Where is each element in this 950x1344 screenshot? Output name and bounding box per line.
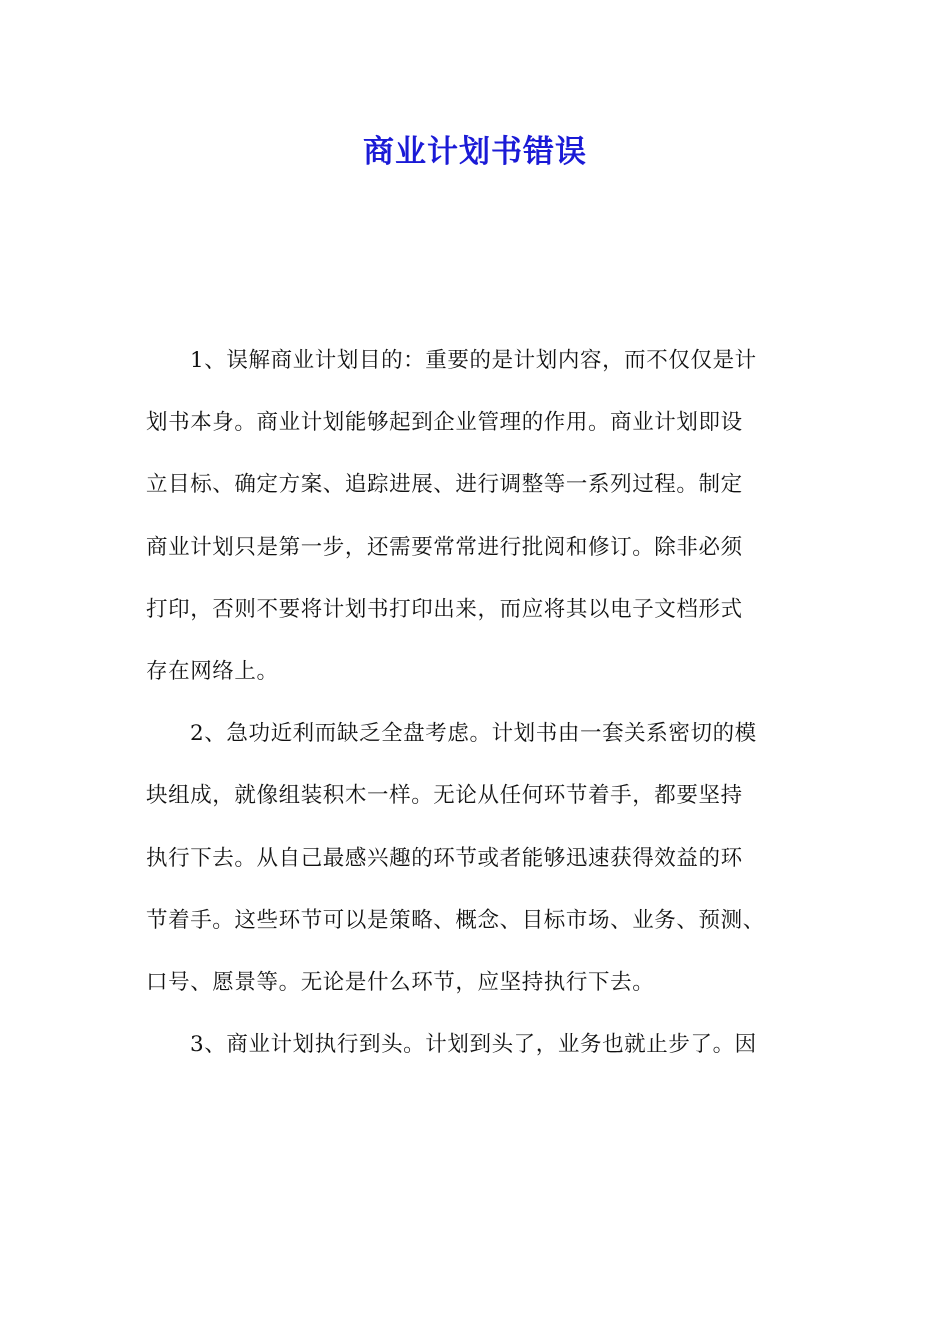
paragraph-3-line: 3、商业计划执行到头。计划到头了，业务也就止步了。因 [190,1032,757,1058]
paragraph-2-line: 块组成，就像组装积木一样。无论从任何环节着手，都要坚持 [146,783,743,809]
document-title: 商业计划书错误 [363,134,587,170]
paragraph-1-line: 立目标、确定方案、追踪进展、进行调整等一系列过程。制定 [146,472,743,498]
paragraph-1-line: 划书本身。商业计划能够起到企业管理的作用。商业计划即设 [146,410,743,436]
paragraph-1-line: 打印，否则不要将计划书打印出来，而应将其以电子文档形式 [146,596,743,622]
document-body [146,338,808,1084]
paragraph-1-line: 存在网络上。 [146,658,279,684]
paragraph-1-line: 商业计划只是第一步，还需要常常进行批阅和修订。除非必须 [146,534,743,560]
paragraph-2-line: 节着手。这些环节可以是策略、概念、目标市场、业务、预测、 [146,907,765,933]
paragraph-2-line: 口号、愿景等。无论是什么环节，应坚持执行下去。 [146,969,655,995]
paragraph-1-line: 1、误解商业计划目的：重要的是计划内容，而不仅仅是计 [190,348,757,373]
paragraph-2-line: 执行下去。从自己最感兴趣的环节或者能够迅速获得效益的环 [146,845,743,871]
paragraph-2-line: 2、急功近利而缺乏全盘考虑。计划书由一套关系密切的模 [190,721,757,747]
